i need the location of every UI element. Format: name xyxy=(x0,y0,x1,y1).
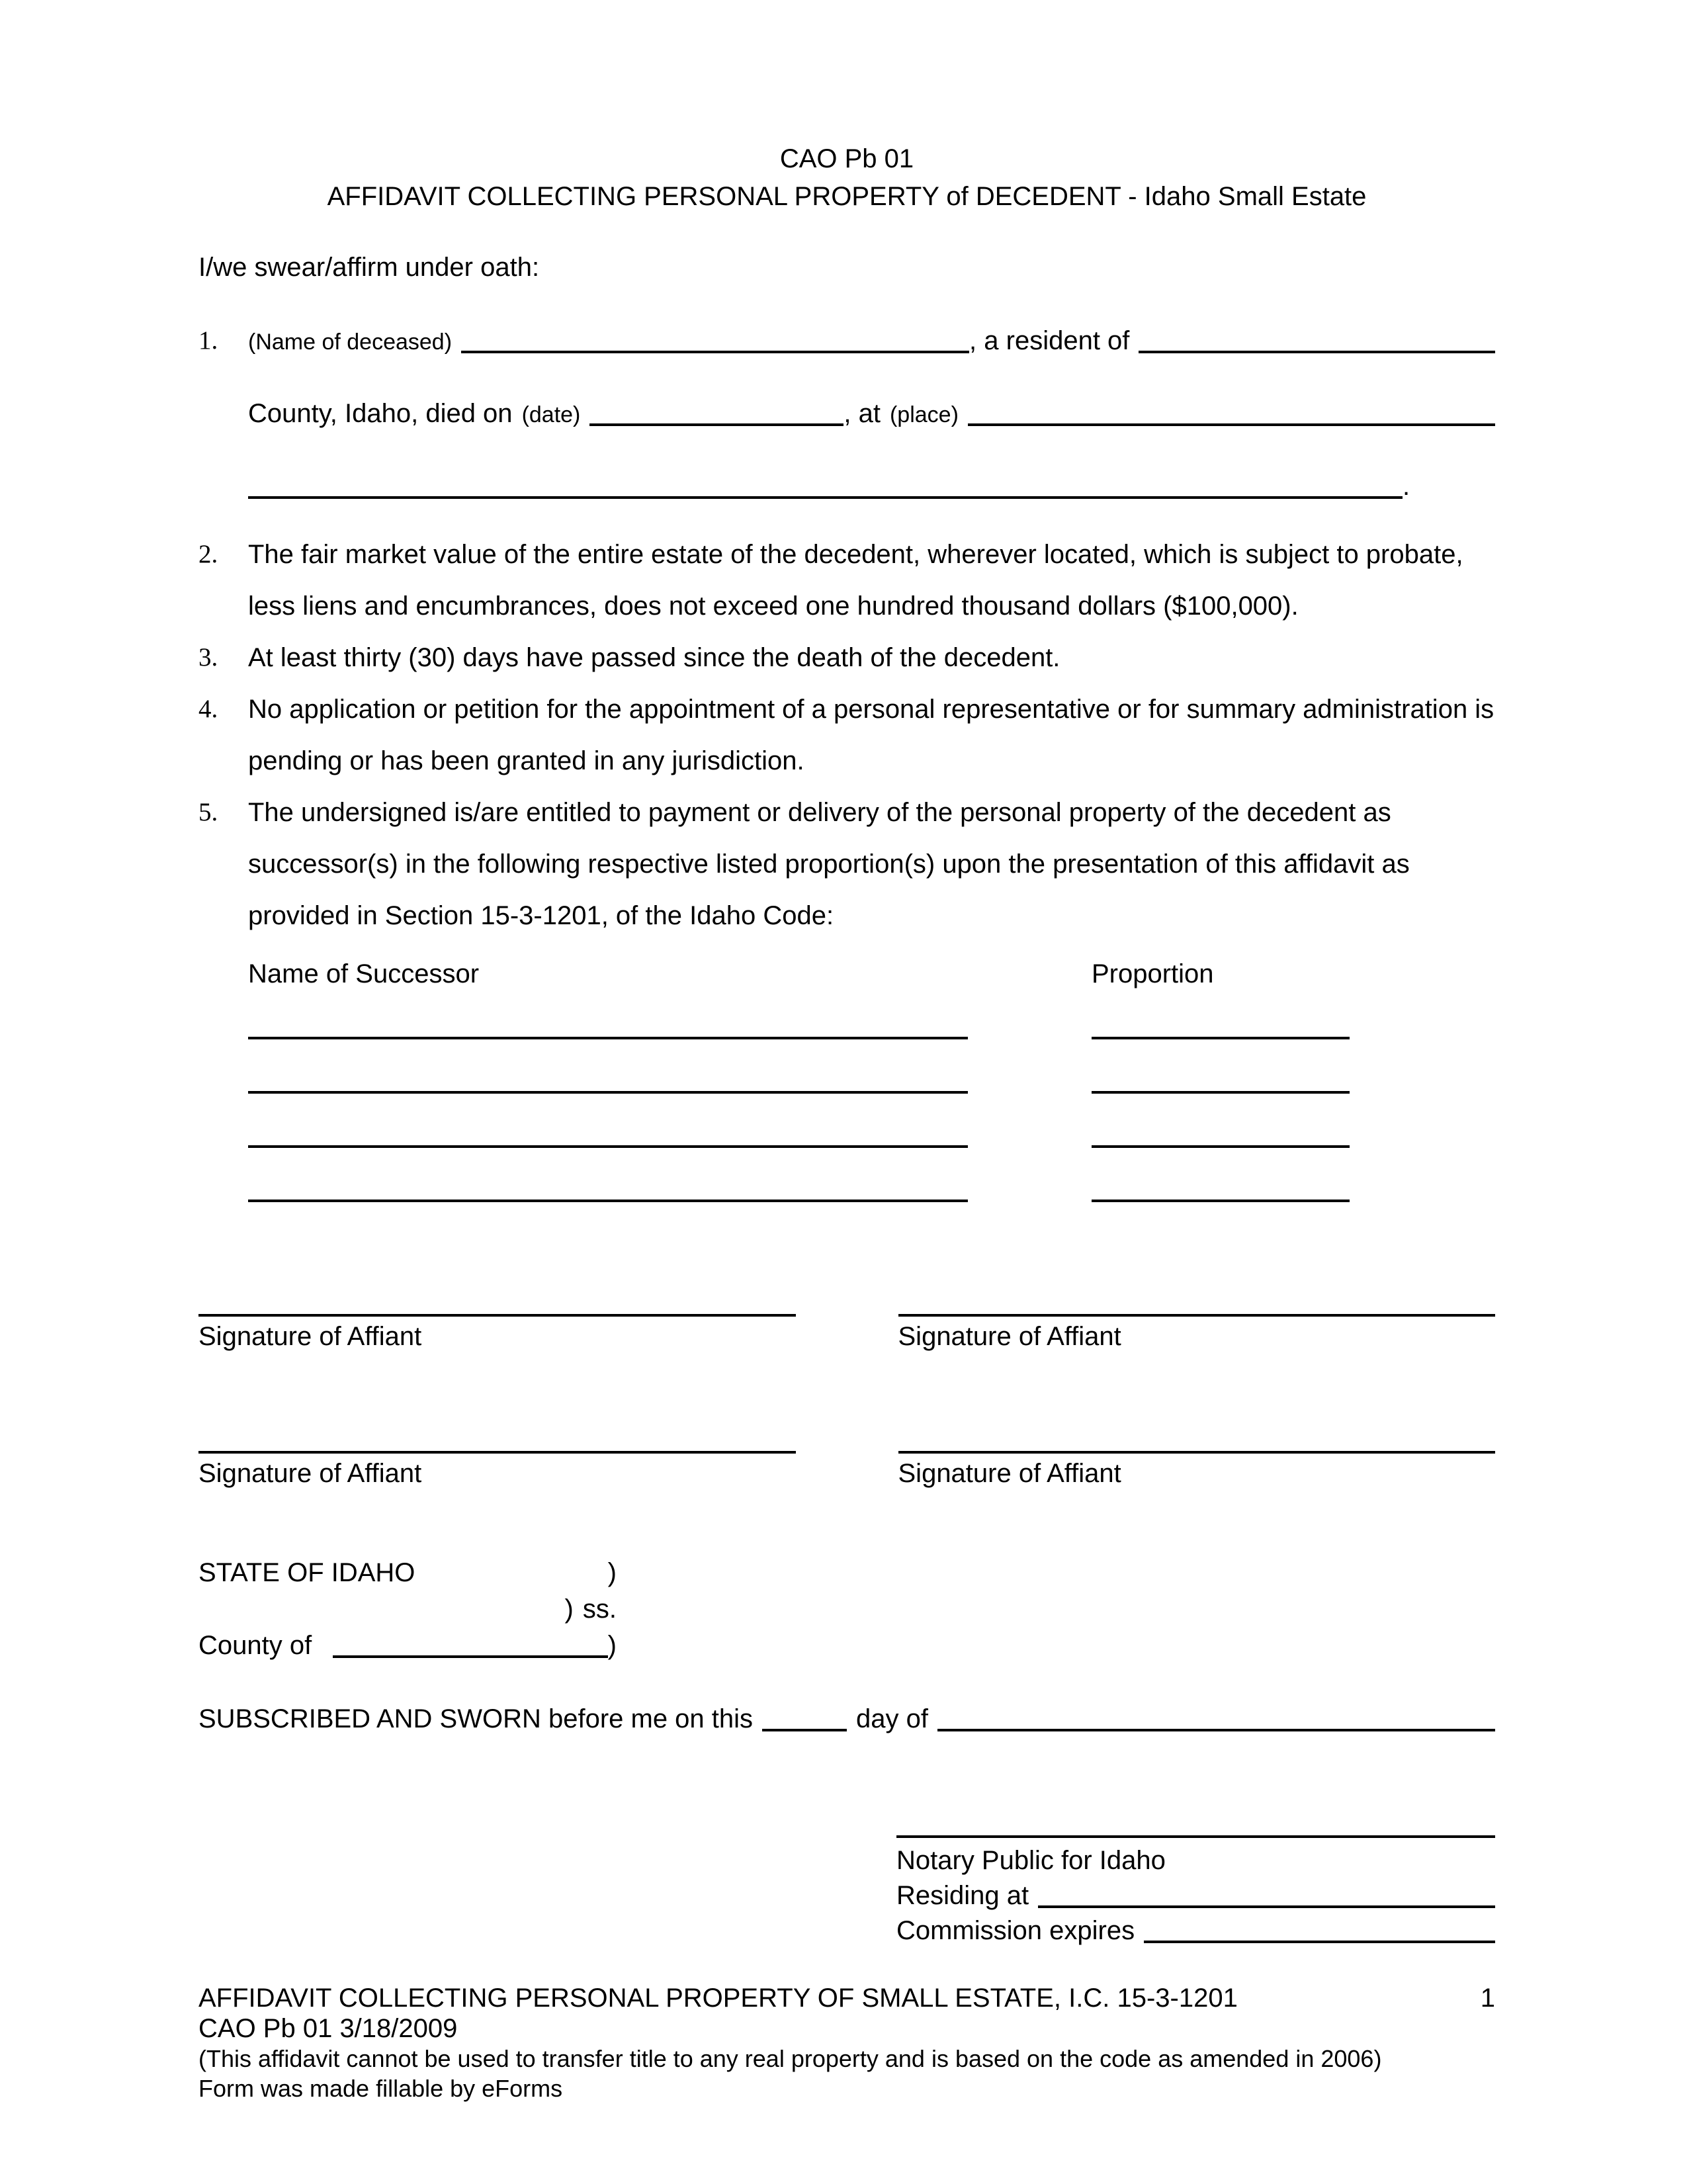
state-row xyxy=(198,1555,617,1591)
footer-page-number: 1 xyxy=(1480,1984,1495,2013)
item-number: 3. xyxy=(198,643,218,672)
resident-county-field[interactable] xyxy=(1139,351,1495,353)
signature-label: Signature of Affiant xyxy=(898,1322,1121,1351)
day-number-field[interactable] xyxy=(762,1729,847,1731)
affiant-signature-field-1[interactable] xyxy=(198,1314,796,1317)
signature-label: Signature of Affiant xyxy=(198,1322,422,1351)
item-text: No application or petition for the appointment of a personal representative or for summary administration is pending or has been granted in any jurisdiction. xyxy=(248,695,1494,775)
place-label: (place) xyxy=(889,402,959,427)
footer-version: CAO Pb 01 3/18/2009 xyxy=(198,2014,458,2043)
footer-fillable-note: Form was made fillable by eForms xyxy=(198,2075,563,2102)
death-place-field[interactable] xyxy=(968,423,1495,426)
residing-row xyxy=(896,1878,1495,1913)
ss-row xyxy=(198,1591,617,1628)
statement-item-2 xyxy=(198,529,1495,632)
proportion-field-1[interactable] xyxy=(1092,1037,1350,1039)
successor-name-field-3[interactable] xyxy=(248,1145,968,1148)
proportion-field-2[interactable] xyxy=(1092,1091,1350,1094)
signature-row xyxy=(198,1451,1495,1492)
signature-row xyxy=(198,1314,1495,1355)
name-of-deceased-label: (Name of deceased) xyxy=(248,329,453,355)
affiant-signature-field-3[interactable] xyxy=(198,1451,796,1454)
form-code: CAO Pb 01 xyxy=(779,144,914,173)
footer-title-row xyxy=(198,1983,1495,2013)
signature-block xyxy=(198,1451,796,1492)
resident-of-text: , a resident of xyxy=(969,326,1130,355)
footer-title: AFFIDAVIT COLLECTING PERSONAL PROPERTY OF SMALL ESTATE, I.C. 15-3-1201 xyxy=(198,1984,1238,2013)
notary-public-label: Notary Public for Idaho xyxy=(896,1846,1166,1875)
item-number: 4. xyxy=(198,695,218,723)
at-text: , at xyxy=(844,399,881,428)
item-text: At least thirty (30) days have passed since the death of the decedent. xyxy=(248,643,1060,672)
deceased-name-field[interactable] xyxy=(461,351,969,353)
item-number: 1. xyxy=(198,326,218,355)
notary-block xyxy=(896,1835,1495,1948)
successor-row xyxy=(198,1157,1495,1211)
affiant-signature-field-2[interactable] xyxy=(898,1314,1496,1317)
signature-block xyxy=(198,1314,796,1355)
affiant-signature-field-4[interactable] xyxy=(898,1451,1496,1454)
page-title: AFFIDAVIT COLLECTING PERSONAL PROPERTY of DECEDENT - Idaho Small Estate xyxy=(327,182,1367,211)
notary-county-field[interactable] xyxy=(333,1655,607,1658)
proportion-field-4[interactable] xyxy=(1092,1200,1350,1202)
venue-block xyxy=(198,1555,1495,1664)
page-footer xyxy=(198,1983,1495,2103)
statement-items xyxy=(198,529,1495,941)
notary-signature-field[interactable] xyxy=(896,1835,1495,1838)
end-period: . xyxy=(1403,472,1410,501)
signature-label: Signature of Affiant xyxy=(198,1459,422,1488)
commission-expires-label: Commission expires xyxy=(896,1916,1135,1945)
commission-row xyxy=(896,1913,1495,1948)
signature-block xyxy=(898,1451,1496,1492)
ss-label: ss. xyxy=(582,1594,617,1624)
successor-name-field-2[interactable] xyxy=(248,1091,968,1094)
signature-label: Signature of Affiant xyxy=(898,1459,1121,1488)
item-text: The undersigned is/are entitled to payment or delivery of the personal property of the decedent as successor(s) in the following respective listed proportion(s) upon the presentation of this affidavit as provided in Section 15-3-1201, of the Idaho Code: xyxy=(248,798,1410,930)
county-of-label: County of xyxy=(198,1631,312,1660)
successor-row xyxy=(198,1103,1495,1157)
successor-row xyxy=(198,994,1495,1049)
sworn-statement-text: SUBSCRIBED AND SWORN before me on this xyxy=(198,1704,754,1733)
day-of-label: day of xyxy=(856,1704,928,1733)
closing-paren: ) xyxy=(607,1631,617,1660)
successor-name-field-4[interactable] xyxy=(248,1200,968,1202)
residing-at-label: Residing at xyxy=(896,1881,1029,1910)
county-row xyxy=(198,1628,617,1664)
residing-address-field[interactable] xyxy=(1038,1905,1495,1908)
successor-row xyxy=(198,1049,1495,1103)
successor-table-header xyxy=(198,953,1495,994)
closing-paren: ) xyxy=(564,1594,574,1624)
item-text: The fair market value of the entire estate of the decedent, wherever located, which is subject to probate, less liens and encumbrances, does not exceed one hundred thousand dollars ($100,000). xyxy=(248,540,1463,621)
proportion-header: Proportion xyxy=(1092,959,1214,988)
county-idaho-text: County, Idaho, died on xyxy=(248,399,513,428)
closing-paren: ) xyxy=(607,1558,617,1587)
statement-item-5 xyxy=(198,787,1495,941)
statement-item-1 xyxy=(198,305,1495,522)
item-number: 2. xyxy=(198,540,218,568)
death-date-field[interactable] xyxy=(589,423,844,426)
item-number: 5. xyxy=(198,798,218,826)
successor-name-field-1[interactable] xyxy=(248,1037,968,1039)
successor-name-header: Name of Successor xyxy=(248,959,480,988)
statement-item-3 xyxy=(198,632,1495,683)
month-field[interactable] xyxy=(937,1729,1495,1731)
proportion-field-3[interactable] xyxy=(1092,1145,1350,1148)
state-of-idaho-label: STATE OF IDAHO xyxy=(198,1558,415,1587)
statement-item-4 xyxy=(198,683,1495,787)
footer-note: (This affidavit cannot be used to transfer title to any real property and is based on the code as amended in 2006) xyxy=(198,2045,1382,2072)
commission-date-field[interactable] xyxy=(1144,1941,1495,1943)
signature-block xyxy=(898,1314,1496,1355)
oath-intro: I/we swear/affirm under oath: xyxy=(198,253,540,282)
death-place-continuation-field[interactable] xyxy=(248,496,1403,499)
date-label: (date) xyxy=(521,402,581,427)
sworn-statement-row xyxy=(198,1700,1495,1737)
